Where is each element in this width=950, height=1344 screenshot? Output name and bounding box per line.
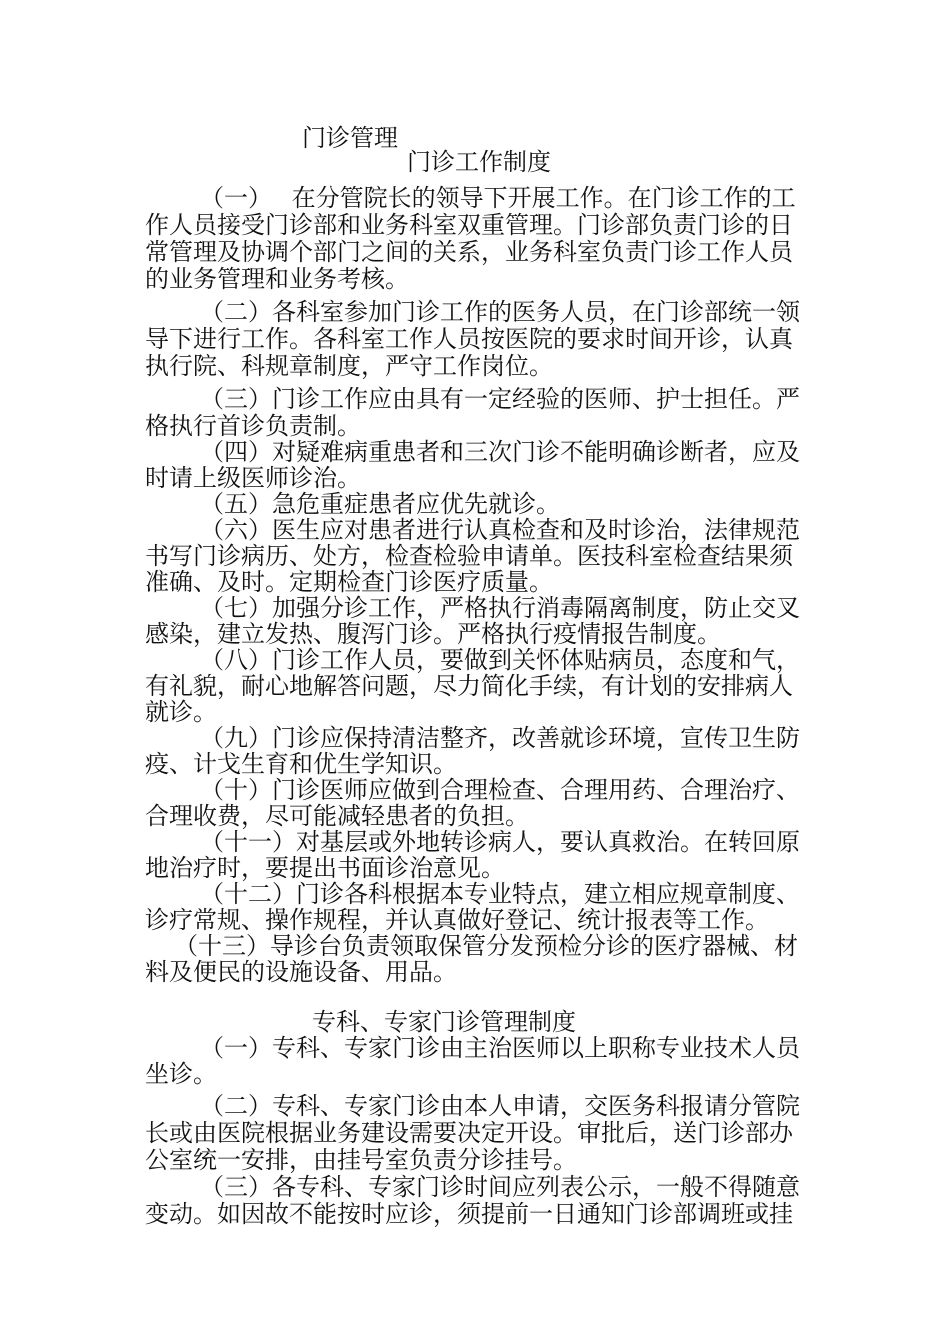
text-line: （三）各专科、专家门诊时间应列表公示，一般不得随意 <box>200 1173 800 1201</box>
text-line: 准确、及时。定期检查门诊医疗质量。 <box>145 568 553 596</box>
text-line: （五）急危重症患者应优先就诊。 <box>200 490 560 518</box>
text-line: 合理收费，尽可能减轻患者的负担。 <box>145 802 529 830</box>
text-line: 格执行首诊负责制。 <box>145 412 361 440</box>
text-line: 料及便民的设施设备、用品。 <box>145 958 457 986</box>
text-line: （七）加强分诊工作，严格执行消毒隔离制度，防止交叉 <box>200 594 800 622</box>
text-line: （十三）导诊台负责领取保管分发预检分诊的医疗器械、材 <box>174 932 798 960</box>
document-heading: 门诊管理 <box>302 124 398 152</box>
text-line: 书写门诊病历、处方，检查检验申请单。医技科室检查结果须 <box>145 542 793 570</box>
section-title-specialist-rules: 专科、专家门诊管理制度 <box>312 1008 576 1036</box>
text-line: 疫、计戈生育和优生学知识。 <box>145 750 457 778</box>
text-line: 作人员接受门诊部和业务科室双重管理。门诊部负责门诊的日 <box>145 211 793 239</box>
text-line: 诊疗常规、操作规程，并认真做好登记、统计报表等工作。 <box>145 906 769 934</box>
text-line: 地治疗时，要提出书面诊治意见。 <box>145 854 505 882</box>
text-line: 导下进行工作。各科室工作人员按医院的要求时间开诊，认真 <box>145 325 793 353</box>
text-line: 坐诊。 <box>145 1060 217 1088</box>
text-line: （一）专科、专家门诊由主治医师以上职称专业技术人员 <box>200 1034 800 1062</box>
text-line: （八）门诊工作人员，要做到关怀体贴病员，态度和气， <box>200 646 800 674</box>
text-line: （十二）门诊各科根据本专业特点，建立相应规章制度、 <box>200 880 800 908</box>
text-line: （十一）对基层或外地转诊病人，要认真救治。在转回原 <box>200 828 800 856</box>
text-line: 变动。如因故不能按时应诊，须提前一日通知门诊部调班或挂 <box>145 1200 793 1228</box>
text-line: 就诊。 <box>145 698 217 726</box>
text-line: 的业务管理和业务考核。 <box>145 265 409 293</box>
text-line: （十）门诊医师应做到合理检查、合理用药、合理治疗、 <box>200 776 800 804</box>
text-line: （九）门诊应保持清洁整齐，改善就诊环境，宣传卫生防 <box>200 724 800 752</box>
text-line: （一） 在分管院长的领导下开展工作。在门诊工作的工 <box>200 184 796 212</box>
text-line: （二）各科室参加门诊工作的医务人员，在门诊部统一领 <box>200 298 800 326</box>
section-title-outpatient-rules: 门诊工作制度 <box>407 148 551 176</box>
text-line: （三）门诊工作应由具有一定经验的医师、护士担任。严 <box>200 385 800 413</box>
text-line: （四）对疑难病重患者和三次门诊不能明确诊断者，应及 <box>200 438 800 466</box>
text-line: 常管理及协调个部门之间的关系，业务科室负责门诊工作人员 <box>145 238 793 266</box>
text-line: 长或由医院根据业务建设需要决定开设。审批后，送门诊部办 <box>145 1119 793 1147</box>
text-line: 公室统一安排，由挂号室负责分诊挂号。 <box>145 1146 577 1174</box>
text-line: （六）医生应对患者进行认真检查和及时诊治，法律规范 <box>200 516 800 544</box>
text-line: 感染，建立发热、腹泻门诊。严格执行疫情报告制度。 <box>145 620 721 648</box>
text-line: 有礼貌，耐心地解答问题，尽力简化手续，有计划的安排病人 <box>145 672 793 700</box>
text-line: 时请上级医师诊治。 <box>145 464 361 492</box>
text-line: 执行院、科规章制度，严守工作岗位。 <box>145 352 553 380</box>
text-line: （二）专科、专家门诊由本人申请，交医务科报请分管院 <box>200 1092 800 1120</box>
